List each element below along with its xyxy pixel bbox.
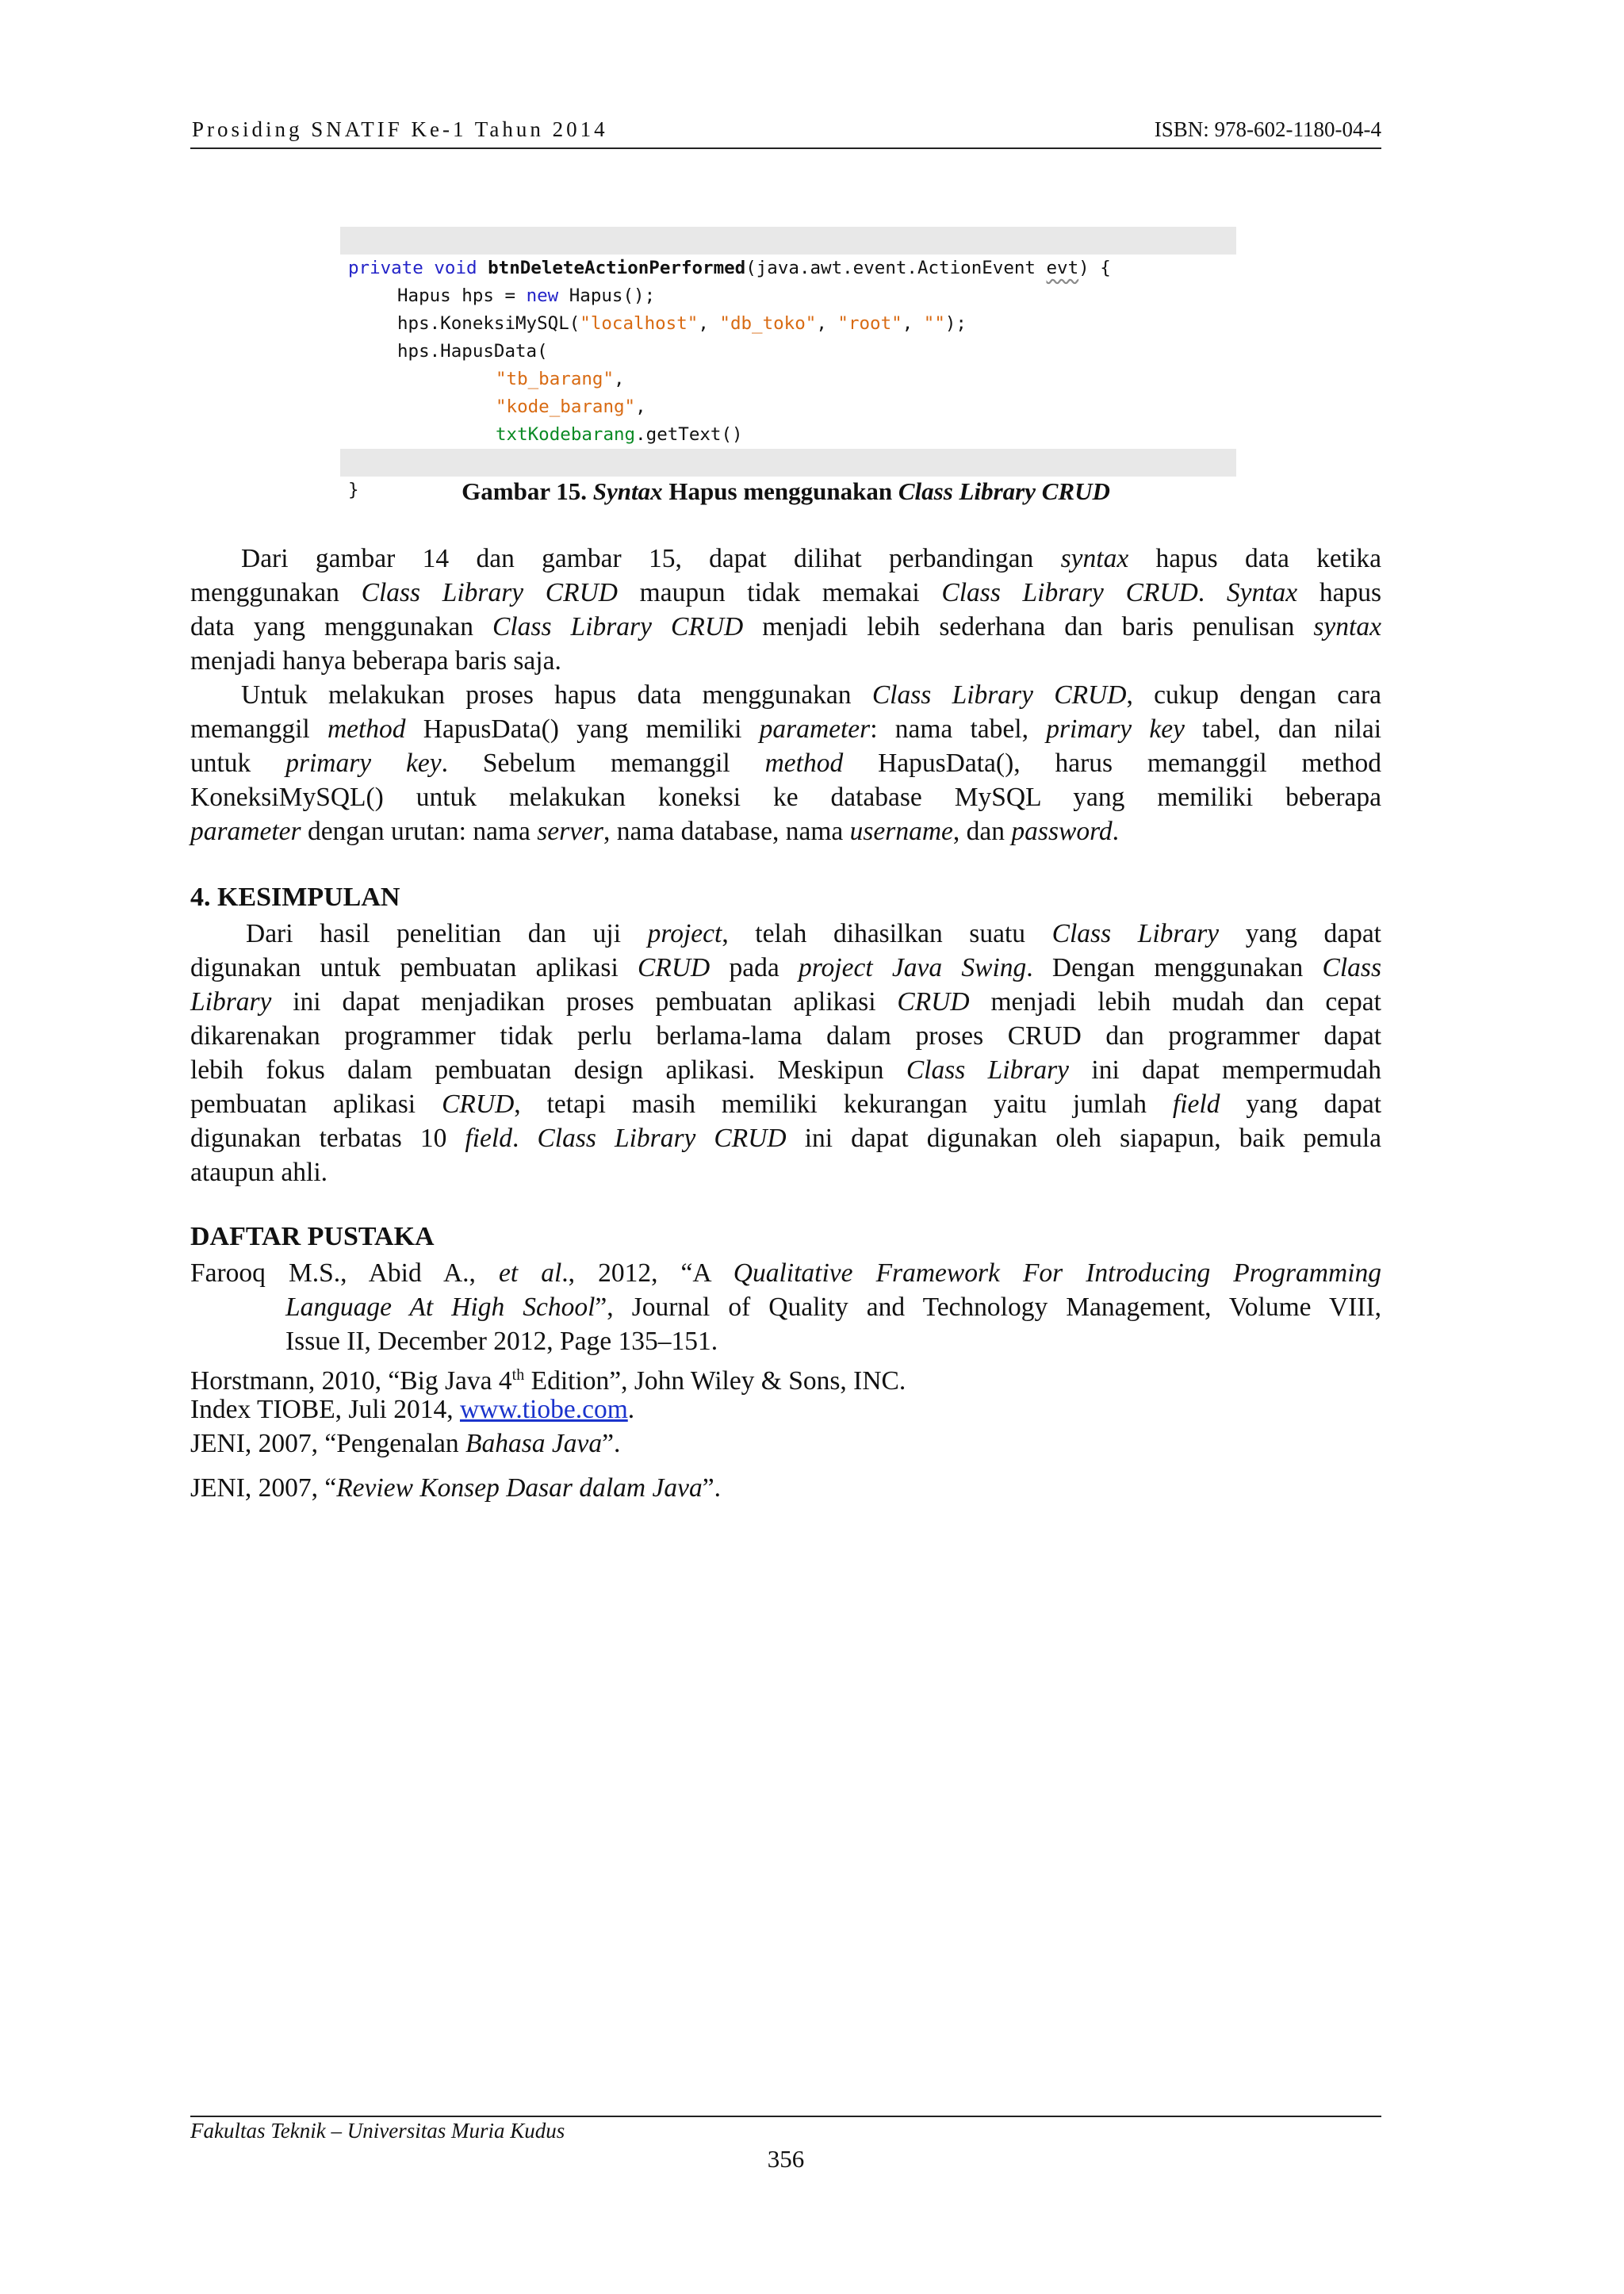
text-run: digunakan untuk pembuatan aplikasi [190,953,638,982]
text-run: ”. [602,1429,621,1458]
italic-run: Class Library [906,1055,1070,1085]
text-run: pembuatan aplikasi [190,1090,442,1119]
code-text: hps.KoneksiMySQL( [397,313,580,334]
text-run: hapus data ketika [1128,544,1381,573]
italic-run: primary key [285,749,442,778]
text-run: . Sebelum memanggil [441,749,765,778]
text-run: lebih fokus dalam pembuatan design aplikasi. Meskipun [190,1055,906,1085]
reference-line [190,1290,1381,1324]
italic-run: Class Library CRUD [537,1124,787,1153]
text-run: , cukup dengan cara [1126,680,1381,710]
text-run: JENI, 2007, “Pengenalan [190,1429,466,1458]
reference-tiobe [190,1392,1381,1427]
text-run: HapusData(), harus memanggil method [843,749,1381,778]
text-run: . [1112,817,1119,846]
code-line-5 [340,338,1236,389]
italic-run: Qualitative Framework For Introducing Programming [733,1258,1382,1288]
italic-run: field [465,1124,512,1153]
italic-run: project Java Swing [798,953,1027,982]
italic-run: Class Library CRUD [492,612,744,641]
code-text: , [816,313,838,334]
code-brace-close: } [348,480,359,500]
caption-text: Hapus menggunakan [662,477,898,505]
paragraph-line: KoneksiMySQL() untuk melakukan koneksi ke database MySQL yang memiliki beberapa [190,783,1381,812]
text-run: data yang menggunakan [190,612,493,641]
code-string: "kode_barang" [496,396,636,417]
text-run: . [627,1395,635,1424]
italic-run: method [327,714,406,744]
code-line-6 [340,366,1236,417]
code-line-7 [340,393,1236,445]
running-header [190,116,1381,149]
text-run: Dari gambar 14 dan gambar 15, dapat dilihat perbandingan [241,544,1061,573]
paragraph-line [190,678,1381,712]
code-text: , [698,313,720,334]
reference-line: Issue II, December 2012, Page 135–151. [285,1327,718,1356]
code-line-4 [340,310,1236,362]
code-string: "tb_barang" [496,369,615,389]
code-string: "db_toko" [719,313,817,334]
text-run: yang dapat [1220,1090,1381,1119]
paragraph-line: dikarenakan programmer tidak perlu berlama-lama dalam proses CRUD dan programmer dapat [190,1021,1381,1051]
superscript: th [511,1366,525,1384]
italic-run: primary key [1046,714,1185,744]
page-number: 356 [767,2145,805,2173]
paragraph-line: menjadi hanya beberapa baris saja. [190,646,561,676]
code-string: "localhost" [580,313,699,334]
code-text: , [614,369,625,389]
text-run: Index TIOBE, Juli 2014, [190,1395,460,1424]
paragraph-method-explanation [190,678,1381,848]
text-run: . [1197,578,1227,607]
paragraph-comparison [190,542,1381,678]
code-keyword: private void [348,258,488,278]
italic-run: project [647,919,722,948]
text-run: ”. [702,1473,721,1503]
italic-run: Syntax [1226,578,1298,607]
text-run: Dari hasil penelitian dan uji [246,919,648,948]
code-line-3 [340,282,1236,334]
text-run: ”, Journal of Quality and Technology Management, Volume VIII, [595,1293,1381,1322]
header-proceedings-title: Prosiding SNATIF Ke-1 Tahun 2014 [192,117,608,141]
italic-run: et al [498,1258,562,1288]
paragraph-line [190,985,1381,1019]
code-line-1 [340,227,1236,278]
code-line-2 [340,255,1236,306]
italic-run: parameter [190,817,301,846]
text-run: , telah dihasilkan suatu [722,919,1052,948]
italic-run: CRUD [638,953,710,982]
paragraph-line [190,1053,1381,1087]
caption-italic: Class Library CRUD [898,477,1110,505]
header-isbn: ISBN: 978-602-1180-04-4 [1154,117,1381,141]
footer-divider [190,2116,1381,2117]
code-method-name: btnDeleteActionPerformed [488,258,746,278]
italic-run: parameter [759,714,871,744]
text-run: , nama database, nama [603,817,850,846]
italic-run: Class Library CRUD [361,578,618,607]
text-run: tabel, dan nilai [1184,714,1381,744]
section-heading-references: DAFTAR PUSTAKA [190,1222,435,1251]
paragraph-line [190,542,1381,576]
text-run: , dan [952,817,1012,846]
text-run: dengan urutan: nama [301,817,538,846]
code-string: "" [923,313,945,334]
text-run: ., 2012, “A [561,1258,733,1288]
paragraph-line [190,1087,1381,1121]
caption-label: Gambar 15. [462,477,593,505]
code-string: "root" [837,313,902,334]
code-variable: txtKodebarang [496,424,636,445]
italic-run: CRUD [897,987,970,1017]
text-run: , tetapi masih memiliki kekurangan yaitu jumlah [514,1090,1173,1119]
paragraph-line [190,576,1381,610]
paragraph-line [190,1121,1381,1155]
text-run: hapus [1297,578,1381,607]
italic-run: Library [190,987,272,1017]
paragraph-line [190,712,1381,746]
code-text: hps.HapusData( [397,341,548,362]
text-run: untuk [190,749,286,778]
code-text: , [635,396,646,417]
italic-run: Language At High School [285,1293,596,1322]
reference-farooq [190,1256,1381,1358]
paragraph-line [190,814,1381,848]
paragraph-line: ataupun ahli. [190,1158,328,1187]
italic-run: Class Library CRUD [941,578,1198,607]
text-run: Horstmann, 2010, “Big Java 4 [190,1366,512,1396]
text-run: menjadi lebih mudah dan cepat [969,987,1381,1017]
italic-run: Class Library [1051,919,1220,948]
text-run: . [511,1124,538,1153]
paragraph-line [190,917,1381,951]
italic-run: username [849,817,953,846]
reference-jeni-1 [190,1427,1381,1461]
code-evt-param: evt [1046,258,1079,278]
reference-jeni-2 [190,1471,1381,1505]
italic-run: Class [1322,953,1381,982]
reference-line [190,1256,1381,1290]
text-run: . Dengan menggunakan [1026,953,1323,982]
italic-run: method [764,749,844,778]
text-run: Untuk melakukan proses hapus data menggunakan [241,680,872,710]
italic-run: Class Library CRUD [871,680,1127,710]
italic-run: syntax [1313,612,1381,641]
code-text: ); [944,313,967,334]
italic-run: Bahasa Java [465,1429,603,1458]
code-brace-open: ) { [1078,258,1111,278]
text-run: ini dapat mempermudah [1069,1055,1381,1085]
code-text: Hapus(); [558,285,656,306]
italic-run: password [1011,817,1113,846]
italic-run: server [537,817,603,846]
text-run: menggunakan [190,578,362,607]
text-run: Farooq M.S., Abid A., [190,1258,499,1288]
code-text: , [902,313,924,334]
text-run: maupun tidak memakai [618,578,942,607]
paragraph-conclusion [190,917,1381,1189]
code-args: (java.awt.event.ActionEvent [745,258,1047,278]
code-text: Hapus hps = [397,285,527,306]
italic-run: field [1172,1090,1220,1119]
text-run: ini dapat digunakan oleh siapapun, baik pemula [786,1124,1382,1153]
text-run: JENI, 2007, “ [190,1473,337,1503]
footer-affiliation: Fakultas Teknik – Universitas Muria Kudus [190,2119,565,2143]
tiobe-link[interactable]: www.tiobe.com [459,1395,628,1424]
text-run: ini dapat menjadikan proses pembuatan aplikasi [271,987,898,1017]
code-keyword: new [526,285,559,306]
text-run: : nama tabel, [870,714,1047,744]
italic-run: syntax [1060,544,1129,573]
text-run: menjadi lebih sederhana dan baris penulisan [743,612,1314,641]
code-text: .getText() [635,424,743,445]
figure-caption [190,477,1381,506]
caption-italic: Syntax [592,477,663,505]
paragraph-line [190,951,1381,985]
text-run: Edition”, John Wiley & Sons, INC. [524,1366,906,1396]
code-line-8 [340,421,1236,449]
text-run: memanggil [190,714,327,744]
paragraph-line [190,610,1381,644]
text-run: yang dapat [1219,919,1381,948]
italic-run: Review Konsep Dasar dalam Java [336,1473,703,1503]
paragraph-line [190,746,1381,780]
text-run: HapusData() yang memiliki [405,714,760,744]
text-run: pada [710,953,799,982]
text-run: digunakan terbatas 10 [190,1124,465,1153]
italic-run: CRUD [442,1090,515,1119]
section-heading-kesimpulan: 4. KESIMPULAN [190,883,400,912]
